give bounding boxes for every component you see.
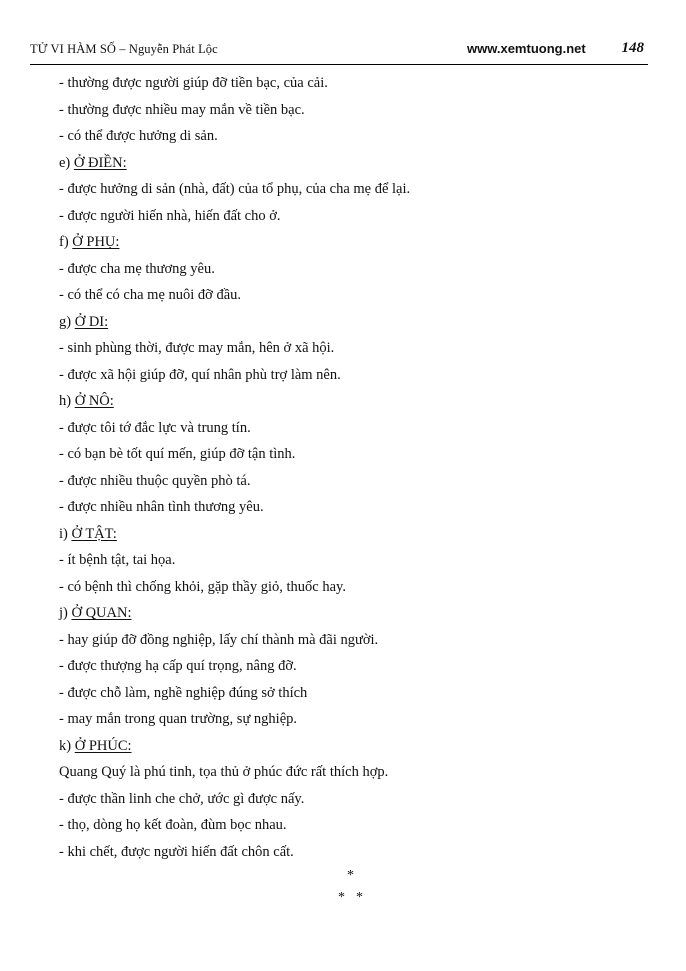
section-letter: j): [59, 605, 72, 621]
section-title: Ở PHỤ:: [72, 234, 120, 250]
section-title: Ở PHÚC:: [74, 737, 132, 754]
section-letter: k): [59, 737, 75, 754]
section-heading: [59, 314, 639, 341]
list-item: - thường được người giúp đỡ tiền bạc, của cải.: [59, 75, 328, 91]
section-letter: g): [59, 313, 75, 330]
list-item: - được nhiều nhân tình thương yêu.: [59, 499, 264, 515]
list-item: - có thể có cha mẹ nuôi đỡ đầu.: [59, 287, 242, 303]
list-item: - được người hiến nhà, hiến đất cho ở.: [59, 207, 281, 224]
list-item: - thọ, dòng họ kết đoàn, đùm bọc nhau.: [59, 817, 287, 833]
section-title: Ở NÔ:: [74, 393, 114, 409]
list-item: - có bạn bè tốt quí mến, giúp đỡ tận tình.: [59, 446, 296, 462]
section-title: Ở ĐIỀN:: [73, 154, 127, 171]
book-title: TỬ VI HÀM SỐ – Nguyễn Phát Lộc: [30, 42, 218, 56]
website-link[interactable]: www.xemtuong.net: [467, 41, 586, 56]
list-item: - được thượng hạ cấp quí trọng, nâng đỡ.: [59, 658, 297, 674]
list-item: - may mắn trong quan trường, sự nghiệp.: [59, 711, 298, 727]
page-header: [30, 38, 648, 65]
list-item: - ít bệnh tật, tai họa.: [59, 552, 176, 568]
list-item: - được nhiều thuộc quyền phò tá.: [59, 472, 251, 489]
section-letter: h): [59, 393, 75, 409]
separator-star: *: [338, 890, 345, 905]
list-item: - có thể được hưởng di sản.: [59, 128, 218, 144]
body-text: [59, 75, 639, 870]
list-item: - được xã hội giúp đỡ, quí nhân phù trợ làm nên.: [59, 366, 341, 383]
section-letter: f): [59, 234, 73, 250]
separator-star: *: [347, 868, 354, 883]
list-item: - hay giúp đỡ đồng nghiệp, lấy chí thành mà đãi người.: [59, 631, 379, 648]
section-heading: [59, 526, 639, 553]
list-item: - thường được nhiều may mắn về tiền bạc.: [59, 101, 305, 118]
list-item: - khi chết, được người hiến đất chôn cất.: [59, 843, 294, 860]
list-item: - được hưởng di sản (nhà, đất) của tổ phụ, của cha mẹ để lại.: [59, 181, 411, 197]
section-title: Ở QUAN:: [71, 605, 132, 621]
section-heading: [59, 605, 639, 632]
section-heading: [59, 393, 639, 420]
section-letter: i): [59, 525, 72, 542]
list-item: - được chỗ làm, nghề nghiệp đúng sở thích: [59, 684, 308, 701]
section-heading: [59, 234, 639, 261]
list-item: Quang Quý là phú tinh, tọa thủ ở phúc đức rất thích hợp.: [59, 764, 389, 780]
list-item: - được cha mẹ thương yêu.: [59, 260, 215, 277]
list-item: - được thần linh che chở, ước gì được nấy.: [59, 790, 305, 807]
list-item: - sinh phùng thời, được may mắn, hên ở xã hội.: [59, 340, 335, 356]
separator-star: *: [356, 890, 363, 905]
page-number: 148: [621, 40, 644, 56]
list-item: - được tôi tớ đắc lực và trung tín.: [59, 419, 251, 436]
section-letter: e): [59, 154, 74, 171]
list-item: - có bệnh thì chống khỏi, gặp thầy giỏ, thuốc hay.: [59, 578, 346, 595]
section-heading: [59, 155, 639, 182]
section-title: Ở TẬT:: [71, 525, 117, 542]
section-heading: [59, 738, 639, 765]
section-title: Ở DI:: [74, 313, 109, 330]
